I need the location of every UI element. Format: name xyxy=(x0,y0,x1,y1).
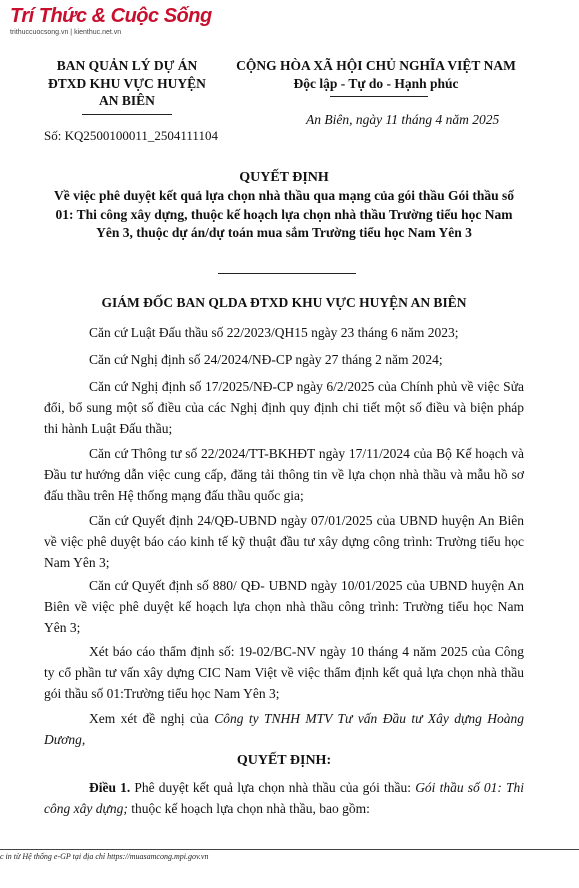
basis-paragraph: Căn cứ Luật Đấu thầu số 22/2023/QH15 ngày 23 tháng 6 năm 2023; xyxy=(89,325,459,340)
proposal-paragraph xyxy=(44,708,524,750)
footer-divider xyxy=(0,849,579,850)
document-title: QUYẾT ĐỊNH xyxy=(239,170,329,185)
site-logo xyxy=(10,4,212,44)
document-number: Số: KQ2500100011_2504111104 xyxy=(44,128,218,143)
basis-paragraph: Căn cứ Nghị định số 24/2024/NĐ-CP ngày 27 tháng 2 năm 2024; xyxy=(89,352,443,367)
subject-underline xyxy=(218,273,356,274)
national-motto: Độc lập - Tự do - Hạnh phúc xyxy=(293,75,459,91)
basis-paragraph: Xét báo cáo thẩm định số: 19-02/BC-NV ngày 10 tháng 4 năm 2025 của Công ty cổ phần tư vấn xây dựng CIC Nam Việt về việc thẩm định kết quả lựa chọn nhà thầu gói thầu số 01:Trường tiểu học Nam Yên 3; xyxy=(44,644,524,701)
agency-line-3: AN BIÊN xyxy=(99,93,155,108)
place-date: An Biên, ngày 11 tháng 4 năm 2025 xyxy=(306,112,500,127)
proposal-prefix: Xem xét đề nghị của xyxy=(89,711,209,726)
document-subject: Về việc phê duyệt kết quả lựa chọn nhà thầu qua mạng của gói thầu Gói thầu số 01: Thi công xây dựng, thuộc kế hoạch lựa chọn nhà thầu Trường tiểu học Nam Yên 3, thuộc dự án/dự toán mua sắm Trường tiểu học Nam Yên 3 xyxy=(53,188,515,240)
article-1 xyxy=(44,777,524,819)
authority-heading: GIÁM ĐỐC BAN QLDA ĐTXD KHU VỰC HUYỆN AN BIÊN xyxy=(101,295,467,310)
proposal-company: Công ty TNHH MTV Tư vấn Đầu tư Xây dựng Hoàng Dương, xyxy=(44,711,525,747)
article-1-text: Phê duyệt kết quả lựa chọn nhà thầu của gói thầu: xyxy=(134,780,412,795)
article-1-package: Gói thầu số 01: Thi công xây dựng; xyxy=(44,780,525,816)
agency-line-2: ĐTXD KHU VỰC HUYỆN xyxy=(48,75,206,91)
agency-header xyxy=(38,57,216,110)
decision-heading: QUYẾT ĐỊNH: xyxy=(236,753,332,768)
article-1-label: Điều 1. xyxy=(89,780,131,795)
national-title: CỘNG HÒA XÃ HỘI CHỦ NGHĨA VIỆT NAM xyxy=(236,58,516,73)
basis-paragraph: Căn cứ Thông tư số 22/2024/TT-BKHĐT ngày 17/11/2024 của Bộ Kế hoạch và Đầu tư hướng dẫn việc cung cấp, đăng tải thông tin về lựa chọn nhà thầu và mẫu hồ sơ đấu thầu trên Hệ thống mạng đấu thầu quốc gia; xyxy=(44,446,524,503)
basis-paragraph: Căn cứ Quyết định số 880/ QĐ- UBND ngày 10/01/2025 của UBND huyện An Biên về việc phê duyệt kế hoạch lựa chọn nhà thầu công trình: Trường tiểu học Nam Yên 3; xyxy=(44,578,524,635)
agency-underline xyxy=(82,114,172,115)
article-1-text-after: thuộc kế hoạch lựa chọn nhà thầu, bao gồm: xyxy=(131,801,370,816)
logo-subtitle: trithuccuocsong.vn | kienthuc.net.vn xyxy=(10,29,122,36)
basis-paragraph: Căn cứ Quyết định 24/QĐ-UBND ngày 07/01/2025 của UBND huyện An Biên về việc phê duyệt báo cáo kinh tế kỹ thuật đầu tư xây dựng công trình: Trường tiểu học Nam Yên 3; xyxy=(44,513,524,570)
national-header xyxy=(226,57,526,92)
agency-line-1: BAN QUẢN LÝ DỰ ÁN xyxy=(56,58,198,73)
logo-title: Trí Thức & Cuộc Sống xyxy=(10,5,212,27)
motto-underline xyxy=(330,96,428,97)
footer-note: c in từ Hệ thống e-GP tại địa chỉ https://muasamcong.mpi.gov.vn xyxy=(0,852,209,861)
basis-paragraph: Căn cứ Nghị định số 17/2025/NĐ-CP ngày 6/2/2025 của Chính phủ về việc Sửa đổi, bổ sung một số điều của các Nghị định quy định chi tiết một số điều và biện pháp thi hành Luật Đấu thầu; xyxy=(44,379,524,436)
